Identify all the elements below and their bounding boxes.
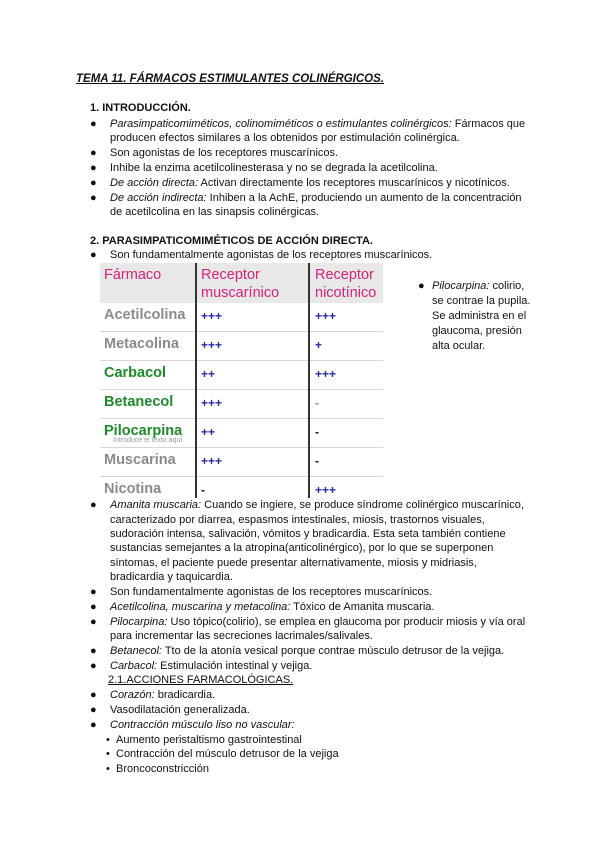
- definition: Inhiben a la AchE, produciendo un aumento de la concentración: [206, 192, 522, 204]
- definition: Estimulación intestinal y vejiga.: [157, 660, 313, 672]
- term: Corazón:: [110, 689, 155, 701]
- definition: Tóxico de Amanita muscaria.: [290, 601, 435, 613]
- list-item-continuation: sudoración intensa, salivación, vómitos y bradicardia. Esta seta también contiene: [110, 528, 506, 540]
- nicotinic-activity: +: [315, 338, 323, 352]
- term: Acetilcolina, muscarina y metacolina:: [110, 601, 291, 613]
- nicotinic-activity: -: [315, 396, 319, 410]
- list-item: ● De acción indirecta: Inhiben a la AchE, produciendo un aumento de la concentración: [90, 192, 522, 204]
- sub-list-item: • Contracción del músculo detrusor de la vejiga: [106, 748, 339, 760]
- item-text: Son fundamentalmente agonistas de los receptores muscarínicos.: [110, 586, 433, 598]
- list-item: ● Contracción músculo liso no vascular:: [90, 719, 295, 731]
- list-item-continuation: de acetilcolina en las sinapsis colinérgicas.: [110, 206, 320, 218]
- nicotinic-activity: +++: [315, 367, 337, 381]
- watermark: Introduce el texto aquí: [113, 437, 183, 444]
- term: Contracción músculo liso no vascular:: [110, 719, 295, 731]
- item-text: Contracción del músculo detrusor de la vejiga: [116, 748, 339, 760]
- nicotinic-activity: -: [315, 425, 319, 439]
- table-divider: [195, 263, 197, 498]
- drug-name: Pilocarpina: [104, 423, 183, 439]
- list-item-continuation: para incrementar las secreciones lacrimales/salivales.: [110, 630, 373, 642]
- term: Parasimpaticomiméticos, colinomiméticos o estimulantes colinérgicos:: [110, 118, 452, 130]
- nicotinic-activity: -: [315, 454, 319, 468]
- drug-name: Nicotina: [104, 481, 162, 497]
- term: Amanita muscaria:: [110, 499, 202, 511]
- item-text: Broncoconstricción: [116, 763, 209, 775]
- table-header-row: [100, 263, 383, 303]
- header-farmaco: Fármaco: [104, 267, 162, 283]
- list-item: ● De acción directa: Activan directamente los receptores muscarínicos y nicotínicos.: [90, 177, 510, 189]
- list-item: ● Amanita muscaria: Cuando se ingiere, se produce síndrome colinérgico muscarínico,: [90, 499, 524, 511]
- muscarinic-activity: ++: [201, 367, 216, 381]
- table-row: [100, 448, 383, 477]
- table-row: [100, 390, 383, 419]
- term: De acción directa:: [110, 177, 199, 189]
- item-text: Aumento peristaltismo gastrointestinal: [116, 734, 302, 746]
- list-item: ● Inhibe la enzima acetilcolinesterasa y no se degrada la acetilcolina.: [90, 162, 438, 174]
- list-item-continuation: síntomas, el paciente puede presentar alternativamente, miosis y midriasis,: [110, 557, 477, 569]
- definition: Fármacos que: [451, 118, 526, 130]
- muscarinic-activity: ++: [201, 425, 216, 439]
- subsection-heading: 2.1.ACCIONES FARMACOLÓGICAS.: [108, 674, 294, 686]
- table-divider: [308, 263, 310, 498]
- list-item: ● Pilocarpina: Uso tópico(colirio), se emplea en glaucoma por producir miosis y vía oral: [90, 616, 526, 628]
- list-item: ● Son fundamentalmente agonistas de los receptores muscarínicos.: [90, 249, 433, 261]
- section-heading-introduccion: 1. INTRODUCCIÓN.: [90, 102, 191, 114]
- list-item-continuation: sustancias semejantes a la atropina(anticolinérgico), por lo que se superponen: [110, 542, 494, 554]
- nicotinic-activity: +++: [315, 309, 337, 323]
- muscarinic-activity: +++: [201, 338, 223, 352]
- section-heading-accion-directa: 2. PARASIMPATICOMIMÉTICOS DE ACCIÓN DIRECTA.: [90, 235, 373, 247]
- table-row: [100, 332, 383, 361]
- list-item: ● Vasodilatación generalizada.: [90, 704, 250, 716]
- muscarinic-activity: +++: [201, 309, 223, 323]
- term: Betanecol:: [110, 645, 162, 657]
- list-item: ● Betanecol: Tto de la atonía vesical porque contrae músculo detrusor de la vejiga.: [90, 645, 505, 657]
- muscarinic-activity: +++: [201, 454, 223, 468]
- side-note-text: colirio, se contrae la pupila. Se administra en el glaucoma, presión alta ocular.: [432, 280, 531, 352]
- item-text: Vasodilatación generalizada.: [110, 704, 250, 716]
- item-text: Son agonistas de los receptores muscarínicos.: [110, 147, 339, 159]
- header-nicotinico-2: nicotínico: [315, 285, 377, 301]
- sub-list-item: • Broncoconstricción: [106, 763, 209, 775]
- term: Pilocarpina:: [110, 616, 168, 628]
- header-muscarinico-2: muscarínico: [201, 285, 280, 301]
- list-item-continuation: producen efectos similares a los obtenidos por estimulación colinérgica.: [110, 132, 460, 144]
- list-item: ● Son fundamentalmente agonistas de los receptores muscarínicos.: [90, 586, 433, 598]
- table-row: [100, 303, 383, 332]
- definition: Uso tópico(colirio), se emplea en glaucoma por producir miosis y vía oral: [167, 616, 526, 628]
- list-item: ● Acetilcolina, muscarina y metacolina: Tóxico de Amanita muscaria.: [90, 601, 435, 613]
- definition: Cuando se ingiere, se produce síndrome colinérgico muscarínico,: [201, 499, 524, 511]
- muscarinic-activity: +++: [201, 396, 223, 410]
- list-item: ● Son agonistas de los receptores muscarínicos.: [90, 147, 339, 159]
- definition: Activan directamente los receptores muscarínicos y nicotínicos.: [198, 177, 510, 189]
- definition: Tto de la atonía vesical porque contrae músculo detrusor de la vejiga.: [161, 645, 505, 657]
- document-title: TEMA 11. FÁRMACOS ESTIMULANTES COLINÉRGICOS.: [76, 73, 384, 85]
- header-muscarinico-1: Receptor: [201, 267, 260, 283]
- side-note-term: Pilocarpina:: [432, 280, 490, 292]
- drug-name: Muscarina: [104, 452, 176, 468]
- header-nicotinico-1: Receptor: [315, 267, 374, 283]
- list-item: ● Parasimpaticomiméticos, colinomiméticos o estimulantes colinérgicos: Fármacos que: [90, 118, 526, 130]
- drug-name: Carbacol: [104, 365, 167, 381]
- definition: bradicardia.: [154, 689, 216, 701]
- term: Carbacol:: [110, 660, 158, 672]
- list-item-continuation: caracterizado por diarrea, espasmos intestinales, miosis, trastornos visuales,: [110, 514, 485, 526]
- drug-name: Betanecol: [104, 394, 174, 410]
- list-item: ● Corazón: bradicardia.: [90, 689, 216, 701]
- list-item-continuation: bradicardia y taquicardia.: [110, 571, 233, 583]
- muscarinic-activity: -: [201, 483, 205, 497]
- nicotinic-activity: +++: [315, 483, 337, 497]
- drug-name: Metacolina: [104, 336, 179, 352]
- item-text: Son fundamentalmente agonistas de los receptores muscarínicos.: [110, 249, 433, 261]
- sub-list-item: • Aumento peristaltismo gastrointestinal: [106, 734, 302, 746]
- table-row: [100, 361, 383, 390]
- list-item: ● Carbacol: Estimulación intestinal y vejiga.: [90, 660, 313, 672]
- item-text: Inhibe la enzima acetilcolinesterasa y no se degrada la acetilcolina.: [110, 162, 438, 174]
- term: De acción indirecta:: [110, 192, 207, 204]
- drug-name: Acetilcolina: [104, 307, 186, 323]
